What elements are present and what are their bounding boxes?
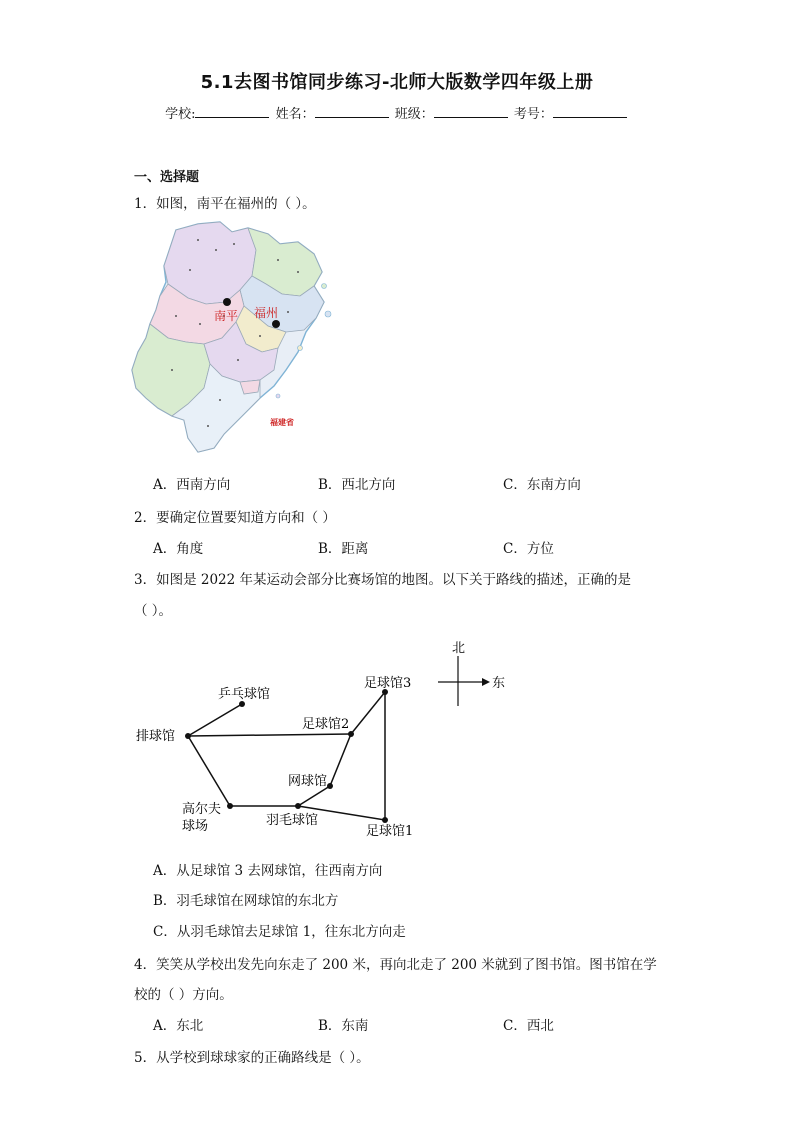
venue-map [130,636,520,846]
page-title: 5.1去图书馆同步练习-北师大版数学四年级上册 [200,72,594,93]
q3-stem-line2: （ ）。 [134,603,173,619]
tennis-label: 网球馆 [288,774,328,789]
q3-stem-line1: 3．如图是 2022 年某运动会部分比赛场馆的地图。以下关于路线的描述，正确的是 [134,572,632,588]
volleyball-point [185,733,191,739]
student-info-line [0,103,794,122]
q2-option-b[interactable]: B．距离 [318,541,369,557]
football1-point [382,817,388,823]
class-label: 班级： [394,107,434,122]
golf-label-line2: 球场 [182,819,209,834]
q1-option-c[interactable]: C．东南方向 [503,477,581,493]
compass-east-arrow [482,678,490,686]
name-label: 姓名： [275,107,315,122]
nanping-marker [223,298,231,306]
province-label: 福建省 [270,417,294,427]
exam-no-label: 考号： [513,107,553,122]
q2-option-c[interactable]: C．方位 [503,541,554,557]
school-label: 学校: [165,107,196,122]
volleyball-label: 排球馆 [136,729,176,744]
q1-option-a[interactable]: A．西南方向 [153,477,231,493]
section-heading: 一、选择题 [134,170,200,185]
q4-stem-line2: 校的（ ）方向。 [134,987,233,1003]
q5-stem: 5．从学校到球球家的正确路线是（ ）。 [134,1050,370,1066]
nanping-label: 南平 [214,309,239,323]
q3-option-b[interactable]: B．羽毛球馆在网球馆的东北方 [153,893,339,909]
q3-option-c[interactable]: C．从羽毛球馆去足球馆 1，往东北方向走 [153,924,406,940]
tennis-point [327,783,333,789]
golf-point [227,803,233,809]
q2-option-a[interactable]: A．角度 [153,541,204,557]
north-label: 北 [452,641,466,656]
q4-option-a[interactable]: A．东北 [153,1018,204,1034]
badminton-label: 羽毛球馆 [266,813,319,828]
school-blank[interactable] [195,105,269,118]
football1-label: 足球馆1 [366,824,414,839]
fuzhou-label: 福州 [254,306,279,320]
class-blank[interactable] [434,105,508,118]
name-blank[interactable] [315,105,389,118]
football2-label: 足球馆2 [302,717,350,732]
fujian-map [128,220,333,460]
region-xiamen [240,380,260,394]
q4-option-c[interactable]: C．西北 [503,1018,554,1034]
pingpong-label: 乒乓球馆 [218,687,271,702]
q4-stem-line1: 4．笑笑从学校出发先向东走了 200 米，再向北走了 200 米就到了图书馆。图书馆在学 [134,957,657,973]
east-label: 东 [492,676,506,691]
q2-stem: 2．要确定位置要知道方向和（ ） [134,510,336,526]
golf-label-line1: 高尔夫 [182,802,222,817]
q1-stem: 1．如图，南平在福州的（ ）。 [134,196,316,212]
q3-option-a[interactable]: A．从足球馆 3 去网球馆，往西南方向 [153,863,383,879]
exam-no-blank[interactable] [553,105,627,118]
football3-label: 足球馆3 [364,676,412,691]
badminton-point [295,803,301,809]
q1-option-b[interactable]: B．西北方向 [318,477,396,493]
q4-option-b[interactable]: B．东南 [318,1018,369,1034]
fuzhou-marker [272,320,280,328]
